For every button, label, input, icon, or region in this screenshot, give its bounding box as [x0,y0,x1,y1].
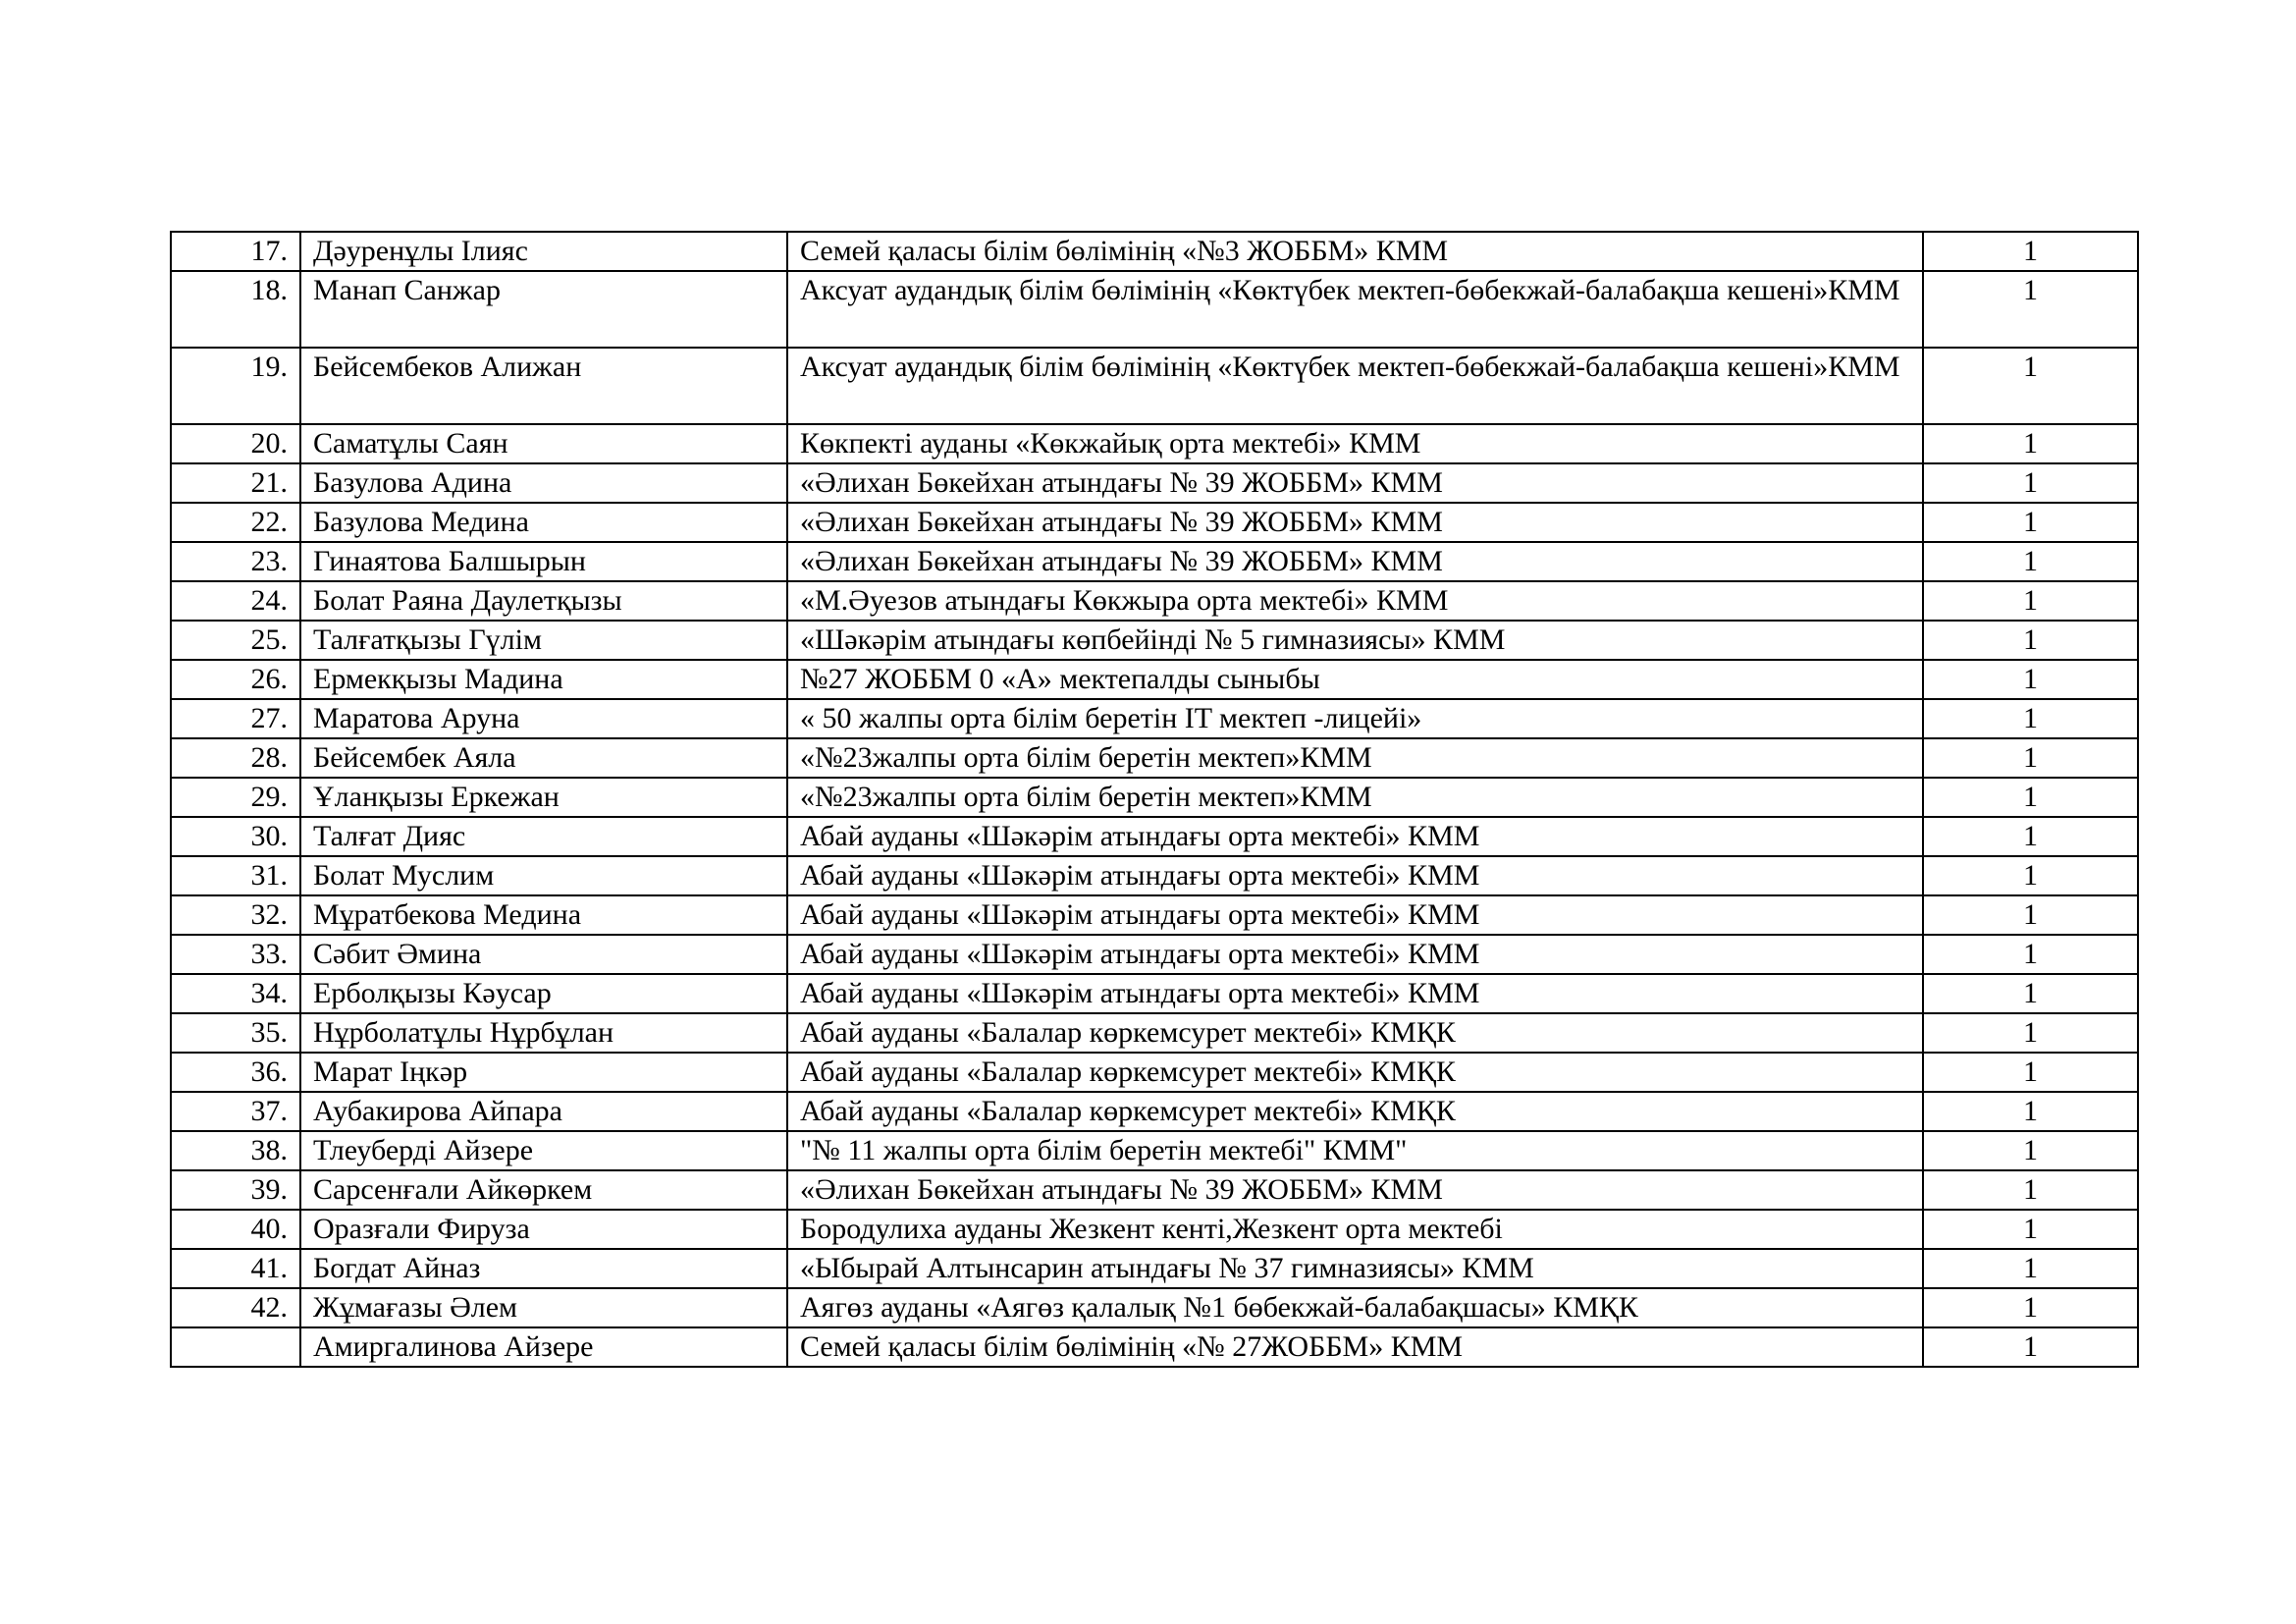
table-row [171,503,2138,542]
count-cell: 1 [1923,542,2138,581]
table-row [171,895,2138,935]
count-cell: 1 [1923,1327,2138,1367]
participant-name-cell: Болат Раяна Даулетқызы [300,581,787,621]
row-number-cell: 35. [171,1013,300,1053]
row-number-cell: 27. [171,699,300,738]
table-row [171,1327,2138,1367]
table-row [171,1092,2138,1131]
participant-name-cell: Нұрболатұлы Нұрбұлан [300,1013,787,1053]
count-cell: 1 [1923,621,2138,660]
row-number-cell: 19. [171,348,300,424]
participant-name-cell: Маратова Аруна [300,699,787,738]
participants-table-body [171,232,2138,1367]
organization-cell: « 50 жалпы орта білім беретін IT мектеп -лицейі» [787,699,1923,738]
table-row [171,738,2138,778]
organization-cell: «Шәкәрім атындағы көпбейінді № 5 гимназиясы» КММ [787,621,1923,660]
organization-cell: Семей қаласы білім бөлімінің «№ 27ЖОББМ» КММ [787,1327,1923,1367]
count-cell: 1 [1923,1092,2138,1131]
organization-cell: Абай ауданы «Балалар көркемсурет мектебі» КМҚК [787,1053,1923,1092]
participant-name-cell: Бейсембеков Алижан [300,348,787,424]
organization-cell: Абай ауданы «Балалар көркемсурет мектебі» КМҚК [787,1092,1923,1131]
row-number-cell: 41. [171,1249,300,1288]
table-row [171,1249,2138,1288]
organization-cell: Аягөз ауданы «Аягөз қалалық №1 бөбекжай-балабақшасы» КМҚК [787,1288,1923,1327]
organization-cell: Көкпекті ауданы «Көкжайық орта мектебі» КММ [787,424,1923,463]
organization-cell: «Әлихан Бөкейхан атындағы № 39 ЖОББМ» КММ [787,463,1923,503]
row-number-cell: 34. [171,974,300,1013]
count-cell: 1 [1923,1053,2138,1092]
count-cell: 1 [1923,738,2138,778]
organization-cell: №27 ЖОББМ 0 «А» мектепалды сыныбы [787,660,1923,699]
table-row [171,581,2138,621]
count-cell: 1 [1923,1131,2138,1170]
organization-cell: "№ 11 жалпы орта білім беретін мектебі" КММ" [787,1131,1923,1170]
row-number-cell: 30. [171,817,300,856]
count-cell: 1 [1923,232,2138,271]
count-cell: 1 [1923,856,2138,895]
row-number-cell [171,1327,300,1367]
participant-name-cell: Амиргалинова Айзере [300,1327,787,1367]
table-row [171,778,2138,817]
row-number-cell: 32. [171,895,300,935]
organization-cell: Абай ауданы «Шәкәрім атындағы орта мектебі» КММ [787,856,1923,895]
count-cell: 1 [1923,935,2138,974]
participants-table [170,231,2139,1368]
count-cell: 1 [1923,817,2138,856]
participant-name-cell: Оразғали Фируза [300,1210,787,1249]
participant-name-cell: Ерболқызы Кәусар [300,974,787,1013]
row-number-cell: 39. [171,1170,300,1210]
table-row [171,232,2138,271]
table-row [171,1053,2138,1092]
table-row [171,817,2138,856]
row-number-cell: 17. [171,232,300,271]
count-cell: 1 [1923,660,2138,699]
row-number-cell: 22. [171,503,300,542]
count-cell: 1 [1923,974,2138,1013]
table-row [171,1170,2138,1210]
row-number-cell: 28. [171,738,300,778]
participant-name-cell: Жұмағазы Әлем [300,1288,787,1327]
participant-name-cell: Богдат Айназ [300,1249,787,1288]
participant-name-cell: Талғатқызы Гүлім [300,621,787,660]
organization-cell: «№23жалпы орта білім беретін мектеп»КММ [787,738,1923,778]
count-cell: 1 [1923,1288,2138,1327]
table-row [171,621,2138,660]
count-cell: 1 [1923,463,2138,503]
organization-cell: Семей қаласы білім бөлімінің «№3 ЖОББМ» КММ [787,232,1923,271]
count-cell: 1 [1923,424,2138,463]
participant-name-cell: Ермекқызы Мадина [300,660,787,699]
participant-name-cell: Сарсенғали Айкөркем [300,1170,787,1210]
count-cell: 1 [1923,271,2138,348]
count-cell: 1 [1923,1013,2138,1053]
organization-cell: «М.Әуезов атындағы Көкжыра орта мектебі» КММ [787,581,1923,621]
row-number-cell: 25. [171,621,300,660]
row-number-cell: 37. [171,1092,300,1131]
table-row [171,974,2138,1013]
count-cell: 1 [1923,778,2138,817]
participant-name-cell: Марат Іңкәр [300,1053,787,1092]
row-number-cell: 42. [171,1288,300,1327]
row-number-cell: 21. [171,463,300,503]
row-number-cell: 36. [171,1053,300,1092]
row-number-cell: 38. [171,1131,300,1170]
participant-name-cell: Аубакирова Айпара [300,1092,787,1131]
organization-cell: Абай ауданы «Шәкәрім атындағы орта мектебі» КММ [787,895,1923,935]
row-number-cell: 24. [171,581,300,621]
participant-name-cell: Манап Санжар [300,271,787,348]
organization-cell: Аксуат аудандық білім бөлімінің «Көктүбек мектеп-бөбекжай-балабақша кешені»КММ [787,271,1923,348]
participant-name-cell: Сәбит Әмина [300,935,787,974]
participant-name-cell: Талғат Дияс [300,817,787,856]
table-row [171,699,2138,738]
participant-name-cell: Бейсембек Аяла [300,738,787,778]
organization-cell: «№23жалпы орта білім беретін мектеп»КММ [787,778,1923,817]
row-number-cell: 33. [171,935,300,974]
count-cell: 1 [1923,1170,2138,1210]
participant-name-cell: Тлеуберді Айзере [300,1131,787,1170]
participant-name-cell: Саматұлы Саян [300,424,787,463]
count-cell: 1 [1923,1249,2138,1288]
participant-name-cell: Мұратбекова Медина [300,895,787,935]
count-cell: 1 [1923,1210,2138,1249]
table-row [171,660,2138,699]
table-row [171,1131,2138,1170]
participant-name-cell: Болат Муслим [300,856,787,895]
row-number-cell: 29. [171,778,300,817]
row-number-cell: 40. [171,1210,300,1249]
organization-cell: «Әлихан Бөкейхан атындағы № 39 ЖОББМ» КММ [787,1170,1923,1210]
organization-cell: «Ыбырай Алтынсарин атындағы № 37 гимназиясы» КММ [787,1249,1923,1288]
organization-cell: «Әлихан Бөкейхан атындағы № 39 ЖОББМ» КММ [787,503,1923,542]
organization-cell: Абай ауданы «Балалар көркемсурет мектебі» КМҚК [787,1013,1923,1053]
participant-name-cell: Гинаятова Балшырын [300,542,787,581]
organization-cell: Абай ауданы «Шәкәрім атындағы орта мектебі» КММ [787,935,1923,974]
count-cell: 1 [1923,348,2138,424]
table-row [171,463,2138,503]
participant-name-cell: Базулова Медина [300,503,787,542]
row-number-cell: 26. [171,660,300,699]
table-row [171,271,2138,348]
table-row [171,935,2138,974]
table-row [171,348,2138,424]
row-number-cell: 18. [171,271,300,348]
table-row [171,542,2138,581]
count-cell: 1 [1923,581,2138,621]
participant-name-cell: Базулова Адина [300,463,787,503]
table-row [171,1210,2138,1249]
count-cell: 1 [1923,699,2138,738]
count-cell: 1 [1923,503,2138,542]
row-number-cell: 31. [171,856,300,895]
organization-cell: «Әлихан Бөкейхан атындағы № 39 ЖОББМ» КММ [787,542,1923,581]
organization-cell: Бородулиха ауданы Жезкент кенті,Жезкент орта мектебі [787,1210,1923,1249]
table-row [171,1013,2138,1053]
organization-cell: Абай ауданы «Шәкәрім атындағы орта мектебі» КММ [787,974,1923,1013]
organization-cell: Аксуат аудандық білім бөлімінің «Көктүбек мектеп-бөбекжай-балабақша кешені»КММ [787,348,1923,424]
organization-cell: Абай ауданы «Шәкәрім атындағы орта мектебі» КММ [787,817,1923,856]
row-number-cell: 20. [171,424,300,463]
participant-name-cell: Ұланқызы Еркежан [300,778,787,817]
table-row [171,1288,2138,1327]
row-number-cell: 23. [171,542,300,581]
count-cell: 1 [1923,895,2138,935]
table-row [171,856,2138,895]
table-row [171,424,2138,463]
participant-name-cell: Дәуренұлы Ілияс [300,232,787,271]
